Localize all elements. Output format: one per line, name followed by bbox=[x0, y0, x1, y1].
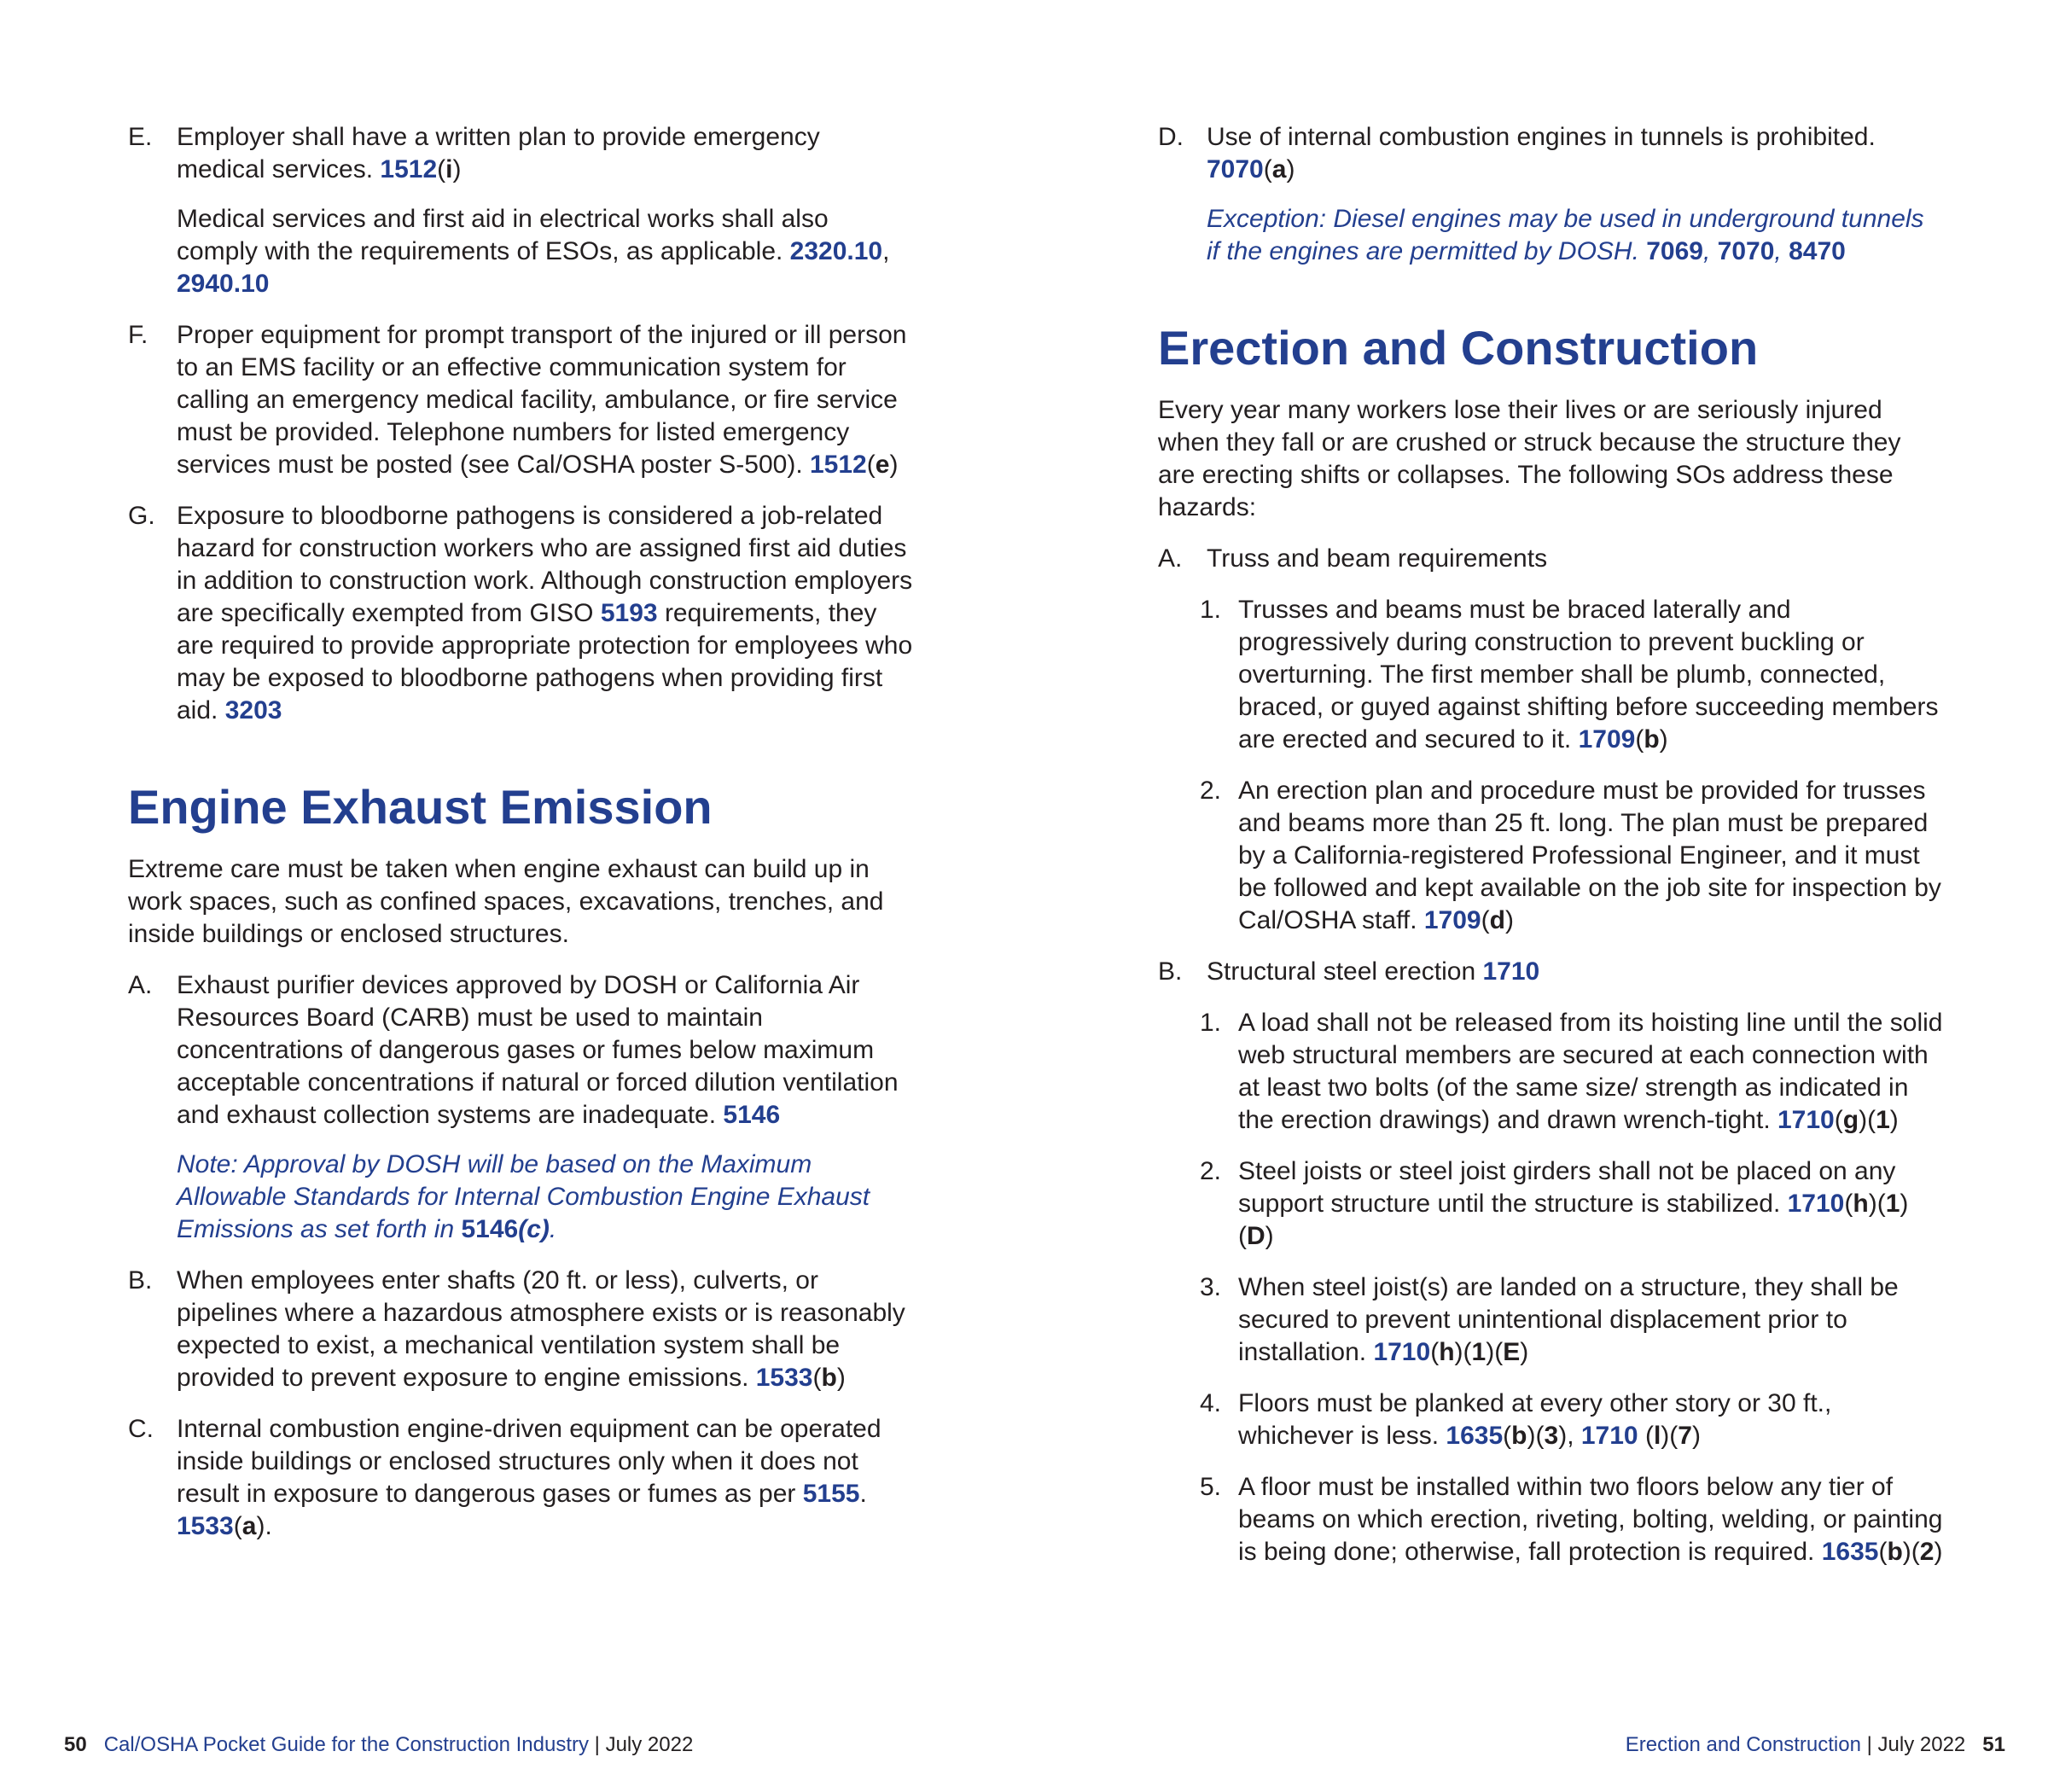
sub-item-text: When steel joist(s) are landed on a structure, they shall be secured to prevent unintentional displacement prior to installation. 1710(h)(1)(E) bbox=[1238, 1273, 1899, 1366]
item-letter: A. bbox=[128, 971, 153, 999]
list-item-a bbox=[1158, 543, 1943, 575]
section-reference: 8470 bbox=[1789, 237, 1846, 265]
sub-item-text: Floors must be planked at every other story or 30 ft., whichever is less. 1635(b)(3), 1710 (l)(7) bbox=[1238, 1389, 1832, 1450]
page-number: 51 bbox=[1982, 1733, 2005, 1756]
list-item-b bbox=[128, 1265, 913, 1394]
right-page-footer: Erection and Construction | July 2022 51 bbox=[1625, 1733, 2005, 1756]
section-reference: 7069 bbox=[1646, 237, 1703, 265]
exception-text: Exception: Diesel engines may be used in underground tunnels if the engines are permitted by DOSH. 7069, 7070, 8470 bbox=[1207, 205, 1924, 265]
page-number: 50 bbox=[64, 1733, 87, 1756]
list-item-b bbox=[1158, 956, 1943, 988]
sub-item-2 bbox=[1158, 1155, 1943, 1253]
section-reference: 3203 bbox=[224, 696, 282, 724]
sub-item-number: 4. bbox=[1200, 1389, 1222, 1417]
section-reference: 1709 bbox=[1578, 725, 1636, 753]
section-intro: Every year many workers lose their lives or are seriously injured when they fall or are crushed or struck because the structure they are erecting shifts or collapses. The following SOs address these hazards: bbox=[1158, 396, 1901, 521]
sub-item-number: 5. bbox=[1200, 1473, 1222, 1501]
item-text: Truss and beam requirements bbox=[1207, 544, 1548, 573]
sub-item-text: A load shall not be released from its hoisting line until the solid web structural members are secured at each connection with at least two bolts (of the same size/ strength as indicated in the erection drawings) and drawn wrench-tight. 1710(g)(1) bbox=[1238, 1009, 1943, 1134]
section-heading-engine-exhaust: Engine Exhaust Emission bbox=[128, 780, 713, 834]
section-reference: 1635 bbox=[1821, 1538, 1879, 1566]
item-letter: A. bbox=[1158, 544, 1183, 573]
item-paragraph: Medical services and first aid in electrical works shall also comply with the requirements of ESOs, as applicable. 2320.10, 2940.10 bbox=[177, 205, 890, 298]
item-text: When employees enter shafts (20 ft. or less), culverts, or pipelines where a hazardous atmosphere exists or is reasonably expected to exist, a mechanical ventilation system shall be provided to prevent exposure to engine emissions. 1533(b) bbox=[177, 1266, 905, 1392]
footer-date: July 2022 bbox=[1877, 1733, 1966, 1756]
list-item-g bbox=[128, 500, 913, 727]
sub-item-text: Trusses and beams must be braced laterally and progressively during construction to prevent buckling or overturning. The first member shall be plumb, connected, braced, or guyed against shifting before succeeding members are erected and secured to it. 1709(b) bbox=[1238, 596, 1939, 753]
item-letter: F. bbox=[128, 321, 148, 349]
sub-item-5 bbox=[1158, 1471, 1943, 1568]
sub-item-4 bbox=[1158, 1388, 1943, 1452]
item-letter: D. bbox=[1158, 123, 1184, 151]
section-reference: 1512 bbox=[810, 451, 867, 479]
section-reference: 7070 bbox=[1717, 237, 1775, 265]
sub-item-1 bbox=[1158, 1007, 1943, 1137]
item-letter: E. bbox=[128, 123, 153, 151]
list-item-a bbox=[128, 969, 913, 1246]
section-reference: 1512 bbox=[380, 155, 438, 183]
footer-title: Cal/OSHA Pocket Guide for the Construction Industry bbox=[103, 1733, 589, 1756]
sub-item-text: An erection plan and procedure must be provided for trusses and beams more than 25 ft. long. The plan must be prepared by a California-registered Professional Engineer, and it must be followed and kept available on the job site for inspection by Cal/OSHA staff. 1709(d) bbox=[1238, 777, 1941, 934]
item-letter: B. bbox=[1158, 957, 1183, 986]
sub-item-number: 3. bbox=[1200, 1273, 1222, 1301]
section-reference: 1710 bbox=[1777, 1106, 1835, 1134]
sub-item-number: 2. bbox=[1200, 777, 1222, 805]
footer-date: July 2022 bbox=[605, 1733, 694, 1756]
item-text: Structural steel erection 1710 bbox=[1207, 957, 1540, 986]
section-intro: Extreme care must be taken when engine exhaust can build up in work spaces, such as confined spaces, excavations, trenches, and inside buildings or enclosed structures. bbox=[128, 855, 884, 948]
item-letter: B. bbox=[128, 1266, 153, 1295]
sub-item-2 bbox=[1158, 775, 1943, 937]
right-page-column bbox=[1158, 121, 1943, 1587]
sub-item-number: 1. bbox=[1200, 1009, 1222, 1037]
sub-item-text: Steel joists or steel joist girders shall not be placed on any support structure until the structure is stabilized. 1710(h)(1)(D) bbox=[1238, 1157, 1909, 1250]
note-text: Note: Approval by DOSH will be based on the Maximum Allowable Standards for Internal Combustion Engine Exhaust Emissions as set forth in 5146(c). bbox=[177, 1150, 870, 1243]
item-text: Exhaust purifier devices approved by DOSH or California Air Resources Board (CARB) must be used to maintain concentrations of dangerous gases or fumes below maximum acceptable concentrations if natural or forced dilution ventilation and exhaust collection systems are inadequate. 5146 bbox=[177, 971, 899, 1129]
left-page-column bbox=[128, 121, 913, 1562]
section-reference: 2320.10 bbox=[789, 237, 883, 265]
item-text: Internal combustion engine-driven equipment can be operated inside buildings or enclosed structures only when it does not result in exposure to dangerous gases or fumes as per 5155. 1533(a). bbox=[177, 1415, 881, 1540]
list-item-c bbox=[128, 1413, 913, 1543]
section-reference: 2940.10 bbox=[177, 270, 270, 298]
section-reference: 1533 bbox=[177, 1512, 234, 1540]
item-letter: C. bbox=[128, 1415, 154, 1443]
section-reference: 1710 bbox=[1482, 957, 1540, 986]
section-reference: 5193 bbox=[600, 599, 658, 627]
section-reference: 7070 bbox=[1207, 155, 1264, 183]
list-item-d bbox=[1158, 121, 1943, 268]
sub-item-number: 2. bbox=[1200, 1157, 1222, 1185]
item-text: Exposure to bloodborne pathogens is considered a job-related hazard for construction workers who are assigned first aid duties in addition to construction work. Although construction employers are specifically exempted from GISO 5193 requirements, they are required to provide appropriate protection for employees who may be exposed to bloodborne pathogens when providing first aid. 3203 bbox=[177, 502, 913, 724]
section-reference: 1710 bbox=[1787, 1190, 1845, 1218]
footer-title: Erection and Construction bbox=[1625, 1733, 1861, 1756]
section-heading-erection: Erection and Construction bbox=[1158, 321, 1759, 375]
section-reference: 1710 bbox=[1580, 1422, 1638, 1450]
sub-item-text: A floor must be installed within two floors below any tier of beams on which erection, riveting, bolting, welding, or painting is being done; otherwise, fall protection is required. 1635(b)(2) bbox=[1238, 1473, 1943, 1566]
section-reference: 5146 bbox=[723, 1101, 781, 1129]
item-text: Use of internal combustion engines in tunnels is prohibited. 7070(a) bbox=[1207, 123, 1876, 183]
left-page-footer: 50 Cal/OSHA Pocket Guide for the Construction Industry | July 2022 bbox=[64, 1733, 694, 1756]
section-reference: 1635 bbox=[1446, 1422, 1504, 1450]
sub-item-number: 1. bbox=[1200, 596, 1222, 624]
section-reference: 1533 bbox=[755, 1364, 813, 1392]
list-item-f bbox=[128, 319, 913, 481]
section-reference: 5146 bbox=[461, 1215, 519, 1243]
section-reference: 5155 bbox=[802, 1480, 860, 1508]
section-reference: 1709 bbox=[1423, 906, 1481, 934]
list-item-e bbox=[128, 121, 913, 300]
item-letter: G. bbox=[128, 502, 155, 530]
item-text: Proper equipment for prompt transport of the injured or ill person to an EMS facility or an effective communication system for calling an emergency medical facility, ambulance, or fire service must be provided. Telephone numbers for listed emergency services must be posted (see Cal/OSHA poster S-500). 1512(e) bbox=[177, 321, 907, 479]
sub-item-1 bbox=[1158, 594, 1943, 756]
sub-item-3 bbox=[1158, 1271, 1943, 1369]
item-text: Employer shall have a written plan to provide emergency medical services. 1512(i) bbox=[177, 123, 820, 183]
section-reference: 1710 bbox=[1373, 1338, 1431, 1366]
